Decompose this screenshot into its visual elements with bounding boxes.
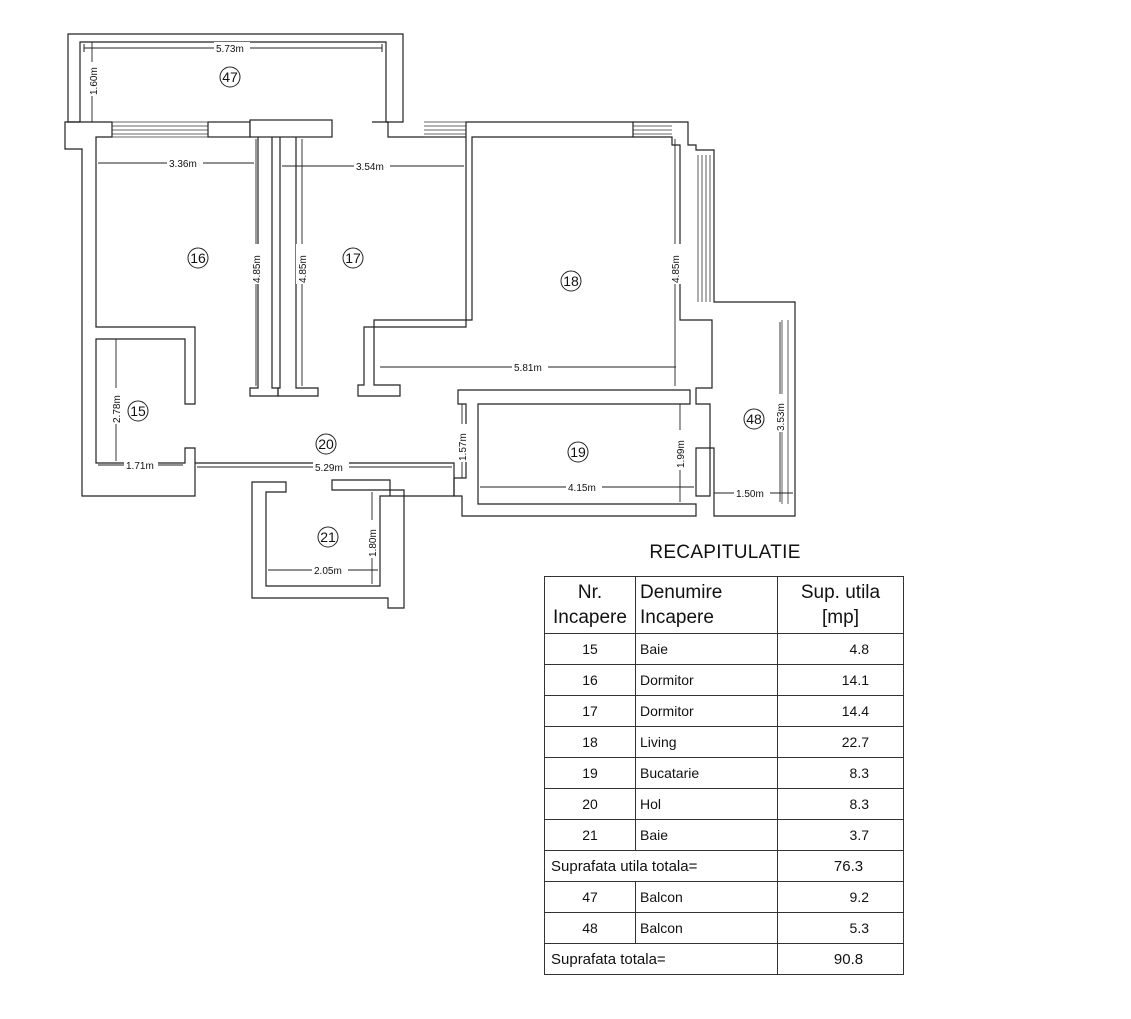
dim-label: 4.85m [671,255,682,283]
dim-label: 1.60m [89,67,100,95]
dim-label: 5.81m [514,363,542,374]
grand-total-label: Suprafata totala= [545,944,778,975]
room-number: 47 [545,882,636,913]
room-number: 20 [545,789,636,820]
dim-label: 3.36m [169,159,197,170]
svg-text:15: 15 [130,403,146,419]
room-name: Balcon [636,882,778,913]
walls [65,34,795,608]
room-name: Baie [636,820,778,851]
dim-label: 1.80m [368,529,379,557]
room-21-label [318,527,338,547]
window-17 [424,122,466,137]
table-row [545,634,904,665]
room-area: 5.3 [778,913,904,944]
svg-text:19: 19 [570,444,586,460]
window-16 [112,122,208,137]
room-number: 48 [545,913,636,944]
table-row [545,789,904,820]
top-wall-segment-b [250,120,332,137]
header-name: Denumire Incapere [636,577,778,634]
room-area: 8.3 [778,789,904,820]
recap-table [544,576,904,975]
room-area: 9.2 [778,882,904,913]
dimension-lines [84,42,793,584]
room-name: Balcon [636,913,778,944]
grand-total-value: 90.8 [778,944,904,975]
useful-total-row [545,851,904,882]
room-number: 21 [545,820,636,851]
room-name: Dormitor [636,665,778,696]
grand-total-row [545,944,904,975]
header-area: Sup. utila [mp] [778,577,904,634]
room-number: 16 [545,665,636,696]
room-area: 14.1 [778,665,904,696]
dim-label: 2.05m [314,566,342,577]
room-number: 15 [545,634,636,665]
table-row [545,696,904,727]
svg-text:16: 16 [190,250,206,266]
svg-text:21: 21 [320,529,336,545]
table-row [545,913,904,944]
dim-label: 1.71m [126,461,154,472]
dim-label: 5.73m [216,44,244,55]
recap-header-row [545,577,904,634]
svg-text:47: 47 [222,69,238,85]
dim-label: 4.85m [252,255,263,283]
svg-text:18: 18 [563,273,579,289]
room-name: Dormitor [636,696,778,727]
table-row [545,882,904,913]
svg-text:20: 20 [318,436,334,452]
room-area: 8.3 [778,758,904,789]
table-row [545,758,904,789]
living-east-wall [633,122,795,516]
dim-label: 4.85m [298,255,309,283]
room-19-label [568,442,588,462]
table-row [545,665,904,696]
room-16-label [188,248,208,268]
useful-total-label: Suprafata utila totala= [545,851,778,882]
room-area: 4.8 [778,634,904,665]
room-labels [128,67,764,547]
table-row [545,727,904,758]
room-area: 14.4 [778,696,904,727]
room-20-label [316,434,336,454]
svg-text:48: 48 [746,411,762,427]
room-number: 19 [545,758,636,789]
dim-label: 5.29m [315,463,343,474]
dim-label: 3.53m [776,403,787,431]
room-17-label [343,248,363,268]
header-nr: Nr. Incapere [545,577,636,634]
outer-wall-west [65,122,195,496]
useful-total-value: 76.3 [778,851,904,882]
room-name: Living [636,727,778,758]
room-15-label [128,401,148,421]
table-row [545,820,904,851]
dim-label: 1.50m [736,489,764,500]
room-18-label [561,271,581,291]
room-area: 3.7 [778,820,904,851]
dim-label: 4.15m [568,483,596,494]
room-name: Hol [636,789,778,820]
room-area: 22.7 [778,727,904,758]
dim-label: 1.99m [676,440,687,468]
window-18 [633,122,672,134]
room-47-label [220,67,240,87]
dim-label: 3.54m [356,162,384,173]
room-name: Bucatarie [636,758,778,789]
top-wall-segment-a [208,122,250,137]
svg-text:17: 17 [345,250,361,266]
dim-label: 1.57m [458,433,469,461]
room-number: 18 [545,727,636,758]
dim-label: 2.78m [112,395,123,423]
window-18-east [698,155,710,302]
recap-title: RECAPITULATIE [649,542,801,563]
room-name: Baie [636,634,778,665]
top-wall-segment-c [358,122,633,396]
room-48-label [744,409,764,429]
room-number: 17 [545,696,636,727]
bath-21-walls [252,482,404,608]
